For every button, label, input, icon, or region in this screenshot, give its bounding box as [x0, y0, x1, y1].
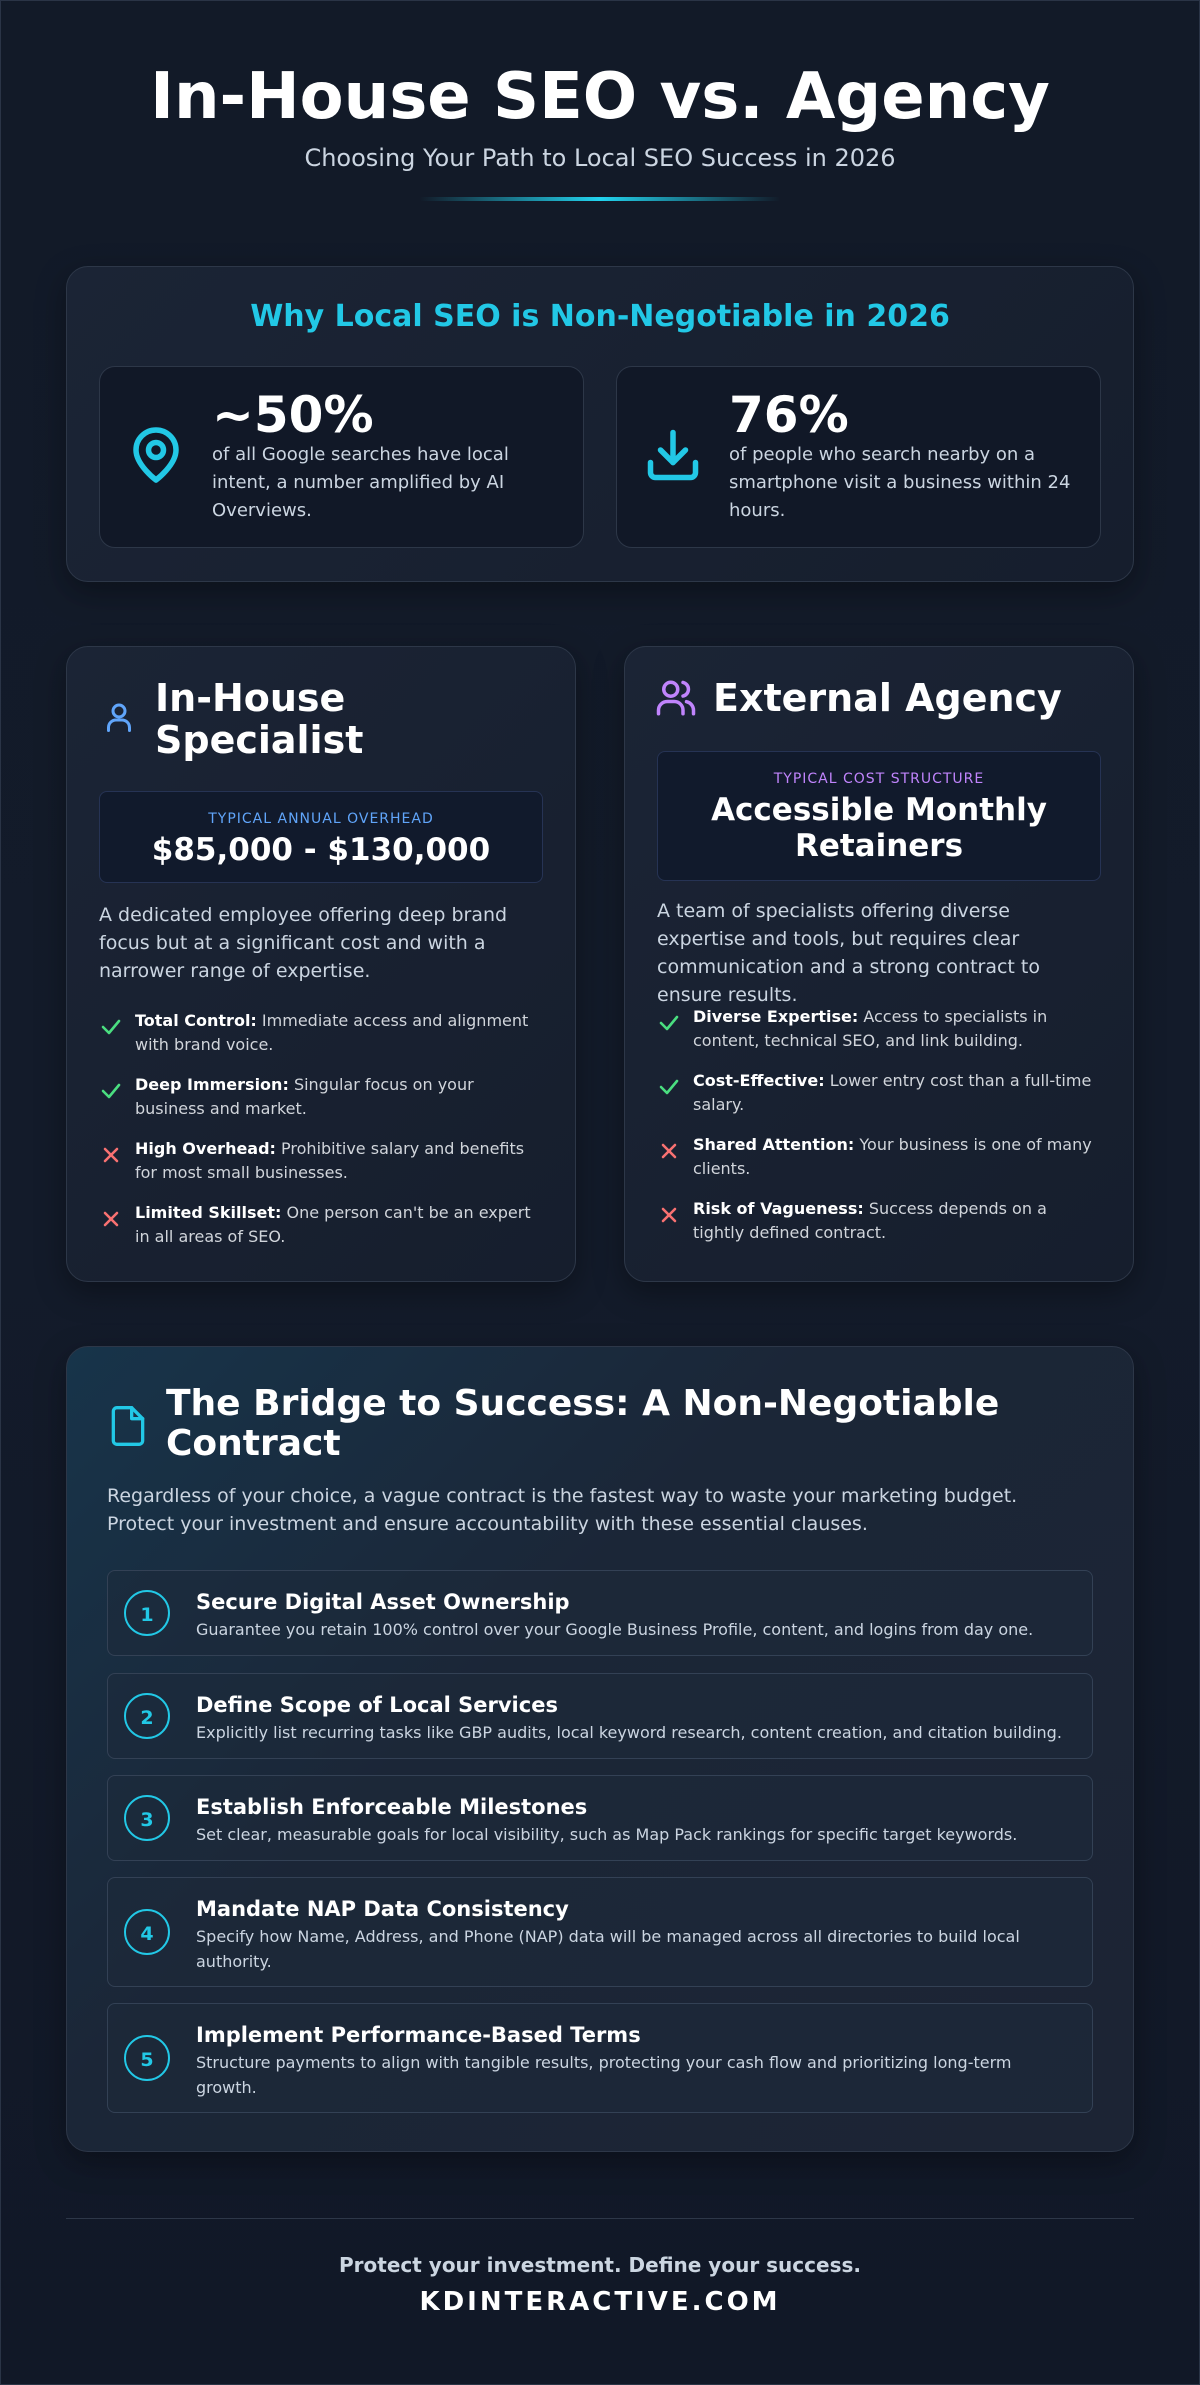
inhouse-description: A dedicated employee offering deep brand focus but at a significant cost and with a narrower range of expertise. [99, 904, 508, 982]
point-text: Success depends on a tightly defined contract. [693, 1199, 1047, 1242]
agency-title: External Agency [713, 676, 1062, 720]
stat-value: 76% [729, 386, 849, 444]
download-icon [643, 425, 703, 485]
clause-number: 3 [124, 1795, 170, 1841]
title-divider [420, 197, 780, 201]
clause-text: Explicitly list recurring tasks like GBP audits, local keyword research, content creation, and citation building. [196, 1723, 1062, 1742]
x-icon [99, 1143, 123, 1167]
point-label: Diverse Expertise: [693, 1007, 859, 1026]
check-icon [99, 1015, 123, 1039]
inhouse-cost-box [99, 791, 543, 883]
clause-title: Implement Performance-Based Terms [196, 2023, 641, 2047]
clause-number: 1 [124, 1590, 170, 1636]
bridge-title: The Bridge to Success: A Non-Negotiable Contract [166, 1383, 1000, 1464]
stat-description: of all Google searches have local intent, a number amplified by AI Overviews. [212, 444, 509, 521]
stat-card-search-intent [99, 366, 584, 548]
cost-label: TYPICAL ANNUAL OVERHEAD [208, 811, 434, 827]
user-icon [101, 699, 137, 735]
clause-number: 2 [124, 1693, 170, 1739]
users-icon [655, 677, 697, 719]
footer-brand-link[interactable]: KDINTERACTIVE.COM [419, 2287, 781, 2317]
point-text: Lower entry cost than a full-time salary. [693, 1071, 1092, 1114]
cost-value: Accessible Monthly Retainers [711, 792, 1047, 864]
agency-cost-box [657, 751, 1101, 881]
document-icon [106, 1404, 150, 1448]
stat-description: of people who search nearby on a smartphone visit a business within 24 hours. [729, 444, 1071, 521]
point-label: Limited Skillset: [135, 1203, 282, 1222]
point-text: Prohibitive salary and benefits for most small businesses. [135, 1139, 525, 1182]
x-icon [99, 1207, 123, 1231]
clause-title: Establish Enforceable Milestones [196, 1795, 588, 1819]
point-label: Cost-Effective: [693, 1071, 825, 1090]
check-icon [657, 1075, 681, 1099]
stat-value: ~50% [212, 386, 374, 444]
map-pin-icon [126, 425, 186, 485]
clause-text: Set clear, measurable goals for local visibility, such as Map Pack rankings for specific target keywords. [196, 1825, 1018, 1844]
point-text: Immediate access and alignment with brand voice. [135, 1011, 529, 1054]
clause-number: 5 [124, 2035, 170, 2081]
point-text: Singular focus on your business and market. [135, 1075, 474, 1118]
clause-text: Structure payments to align with tangible results, protecting your cash flow and prioritizing long-term growth. [196, 2053, 1012, 2097]
page-title: In-House SEO vs. Agency [150, 60, 1050, 134]
page-subtitle: Choosing Your Path to Local SEO Success in 2026 [304, 144, 896, 172]
clause-card [107, 1775, 1093, 1861]
cost-value: $85,000 - $130,000 [151, 832, 491, 868]
inhouse-panel [66, 646, 576, 1282]
clause-title: Secure Digital Asset Ownership [196, 1590, 570, 1614]
clause-title: Mandate NAP Data Consistency [196, 1897, 569, 1921]
point-label: Shared Attention: [693, 1135, 855, 1154]
point-text: One person can't be an expert in all areas of SEO. [135, 1203, 531, 1246]
clause-number: 4 [124, 1909, 170, 1955]
point-label: Risk of Vagueness: [693, 1199, 864, 1218]
point-label: Deep Immersion: [135, 1075, 289, 1094]
cost-label: TYPICAL COST STRUCTURE [773, 771, 985, 787]
point-text: Your business is one of many clients. [693, 1135, 1092, 1178]
footer-divider [66, 2218, 1134, 2219]
clause-card [107, 2003, 1093, 2113]
check-icon [657, 1011, 681, 1035]
stat-card-mobile-visits [616, 366, 1101, 548]
agency-panel [624, 646, 1134, 1282]
point-label: High Overhead: [135, 1139, 276, 1158]
bridge-description: Regardless of your choice, a vague contract is the fastest way to waste your marketing budget. Protect your investment and ensure accountability with these essential clauses. [107, 1485, 1018, 1535]
inhouse-title: In-House Specialist [155, 676, 364, 762]
point-text: Access to specialists in content, technical SEO, and link building. [693, 1007, 1048, 1050]
clause-card [107, 1570, 1093, 1656]
clause-text: Specify how Name, Address, and Phone (NAP) data will be managed across all directories to build local authority. [196, 1927, 1020, 1971]
point-label: Total Control: [135, 1011, 257, 1030]
footer-tagline: Protect your investment. Define your success. [339, 2253, 861, 2277]
clause-text: Guarantee you retain 100% control over your Google Business Profile, content, and logins from day one. [196, 1620, 1034, 1639]
x-icon [657, 1203, 681, 1227]
clause-card [107, 1877, 1093, 1987]
why-section-title: Why Local SEO is Non-Negotiable in 2026 [250, 299, 950, 334]
agency-description: A team of specialists offering diverse expertise and tools, but requires clear communication and a strong contract to ensure results. [657, 900, 1040, 1006]
x-icon [657, 1139, 681, 1163]
clause-title: Define Scope of Local Services [196, 1693, 558, 1717]
clause-card [107, 1673, 1093, 1759]
check-icon [99, 1079, 123, 1103]
